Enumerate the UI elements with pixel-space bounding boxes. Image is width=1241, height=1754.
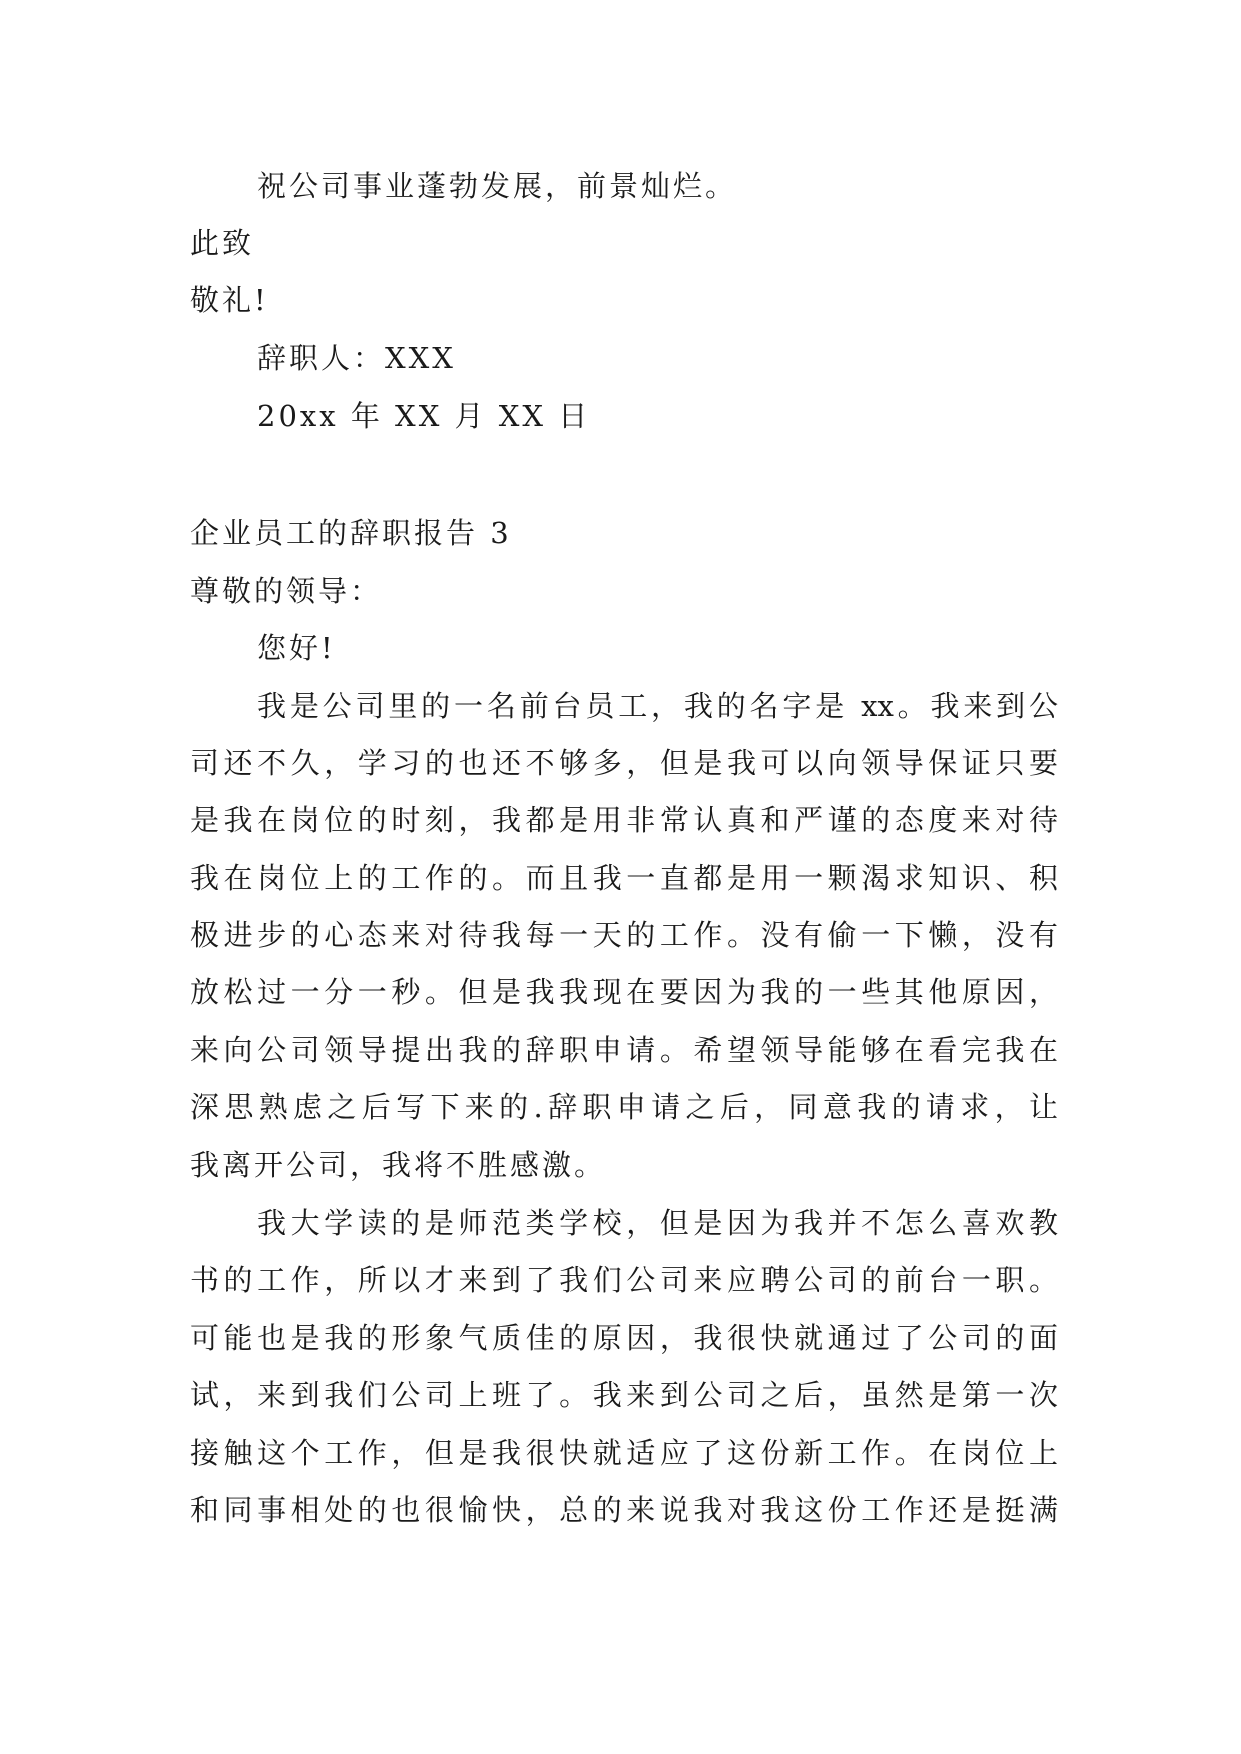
paragraph-line: 我是公司里的一名前台员工，我的名字是 xx。我来到公 — [257, 689, 1058, 723]
paragraph-line: 试，来到我们公司上班了。我来到公司之后，虽然是第一次 — [190, 1378, 1058, 1412]
paragraph-line: 接触这个工作，但是我很快就适应了这份新工作。在岗位上 — [190, 1436, 1058, 1470]
addressee: 尊敬的领导： — [190, 574, 383, 608]
paragraph-line: 深思熟虑之后写下来的.辞职申请之后，同意我的请求，让 — [190, 1090, 1058, 1124]
signature-date: 20xx 年 XX 月 XX 日 — [257, 399, 591, 433]
paragraph-line: 是我在岗位的时刻，我都是用非常认真和严谨的态度来对待 — [190, 803, 1058, 837]
paragraph-line: 我离开公司，我将不胜感激。 — [190, 1148, 607, 1182]
signer-name: 辞职人：XXX — [257, 341, 456, 375]
paragraph-line: 我在岗位上的工作的。而且我一直都是用一颗渴求知识、积 — [190, 861, 1058, 895]
closing-salutation-1: 此致 — [190, 226, 255, 260]
paragraph-line: 我大学读的是师范类学校，但是因为我并不怎么喜欢教 — [257, 1206, 1058, 1240]
greeting: 您好! — [257, 631, 336, 665]
closing-salutation-2: 敬礼! — [190, 283, 269, 317]
paragraph-line: 来向公司领导提出我的辞职申请。希望领导能够在看完我在 — [190, 1033, 1058, 1067]
paragraph-line: 司还不久，学习的也还不够多，但是我可以向领导保证只要 — [190, 746, 1058, 780]
paragraph-line: 书的工作，所以才来到了我们公司来应聘公司的前台一职。 — [190, 1263, 1058, 1297]
closing-wish: 祝公司事业蓬勃发展，前景灿烂。 — [257, 169, 738, 203]
paragraph-line: 和同事相处的也很愉快，总的来说我对我这份工作还是挺满 — [190, 1493, 1058, 1527]
paragraph-line: 极进步的心态来对待我每一天的工作。没有偷一下懒，没有 — [190, 918, 1058, 952]
paragraph-line: 可能也是我的形象气质佳的原因，我很快就通过了公司的面 — [190, 1321, 1058, 1355]
section-title: 企业员工的辞职报告 3 — [190, 516, 512, 550]
paragraph-line: 放松过一分一秒。但是我我现在要因为我的一些其他原因， — [190, 975, 1058, 1009]
